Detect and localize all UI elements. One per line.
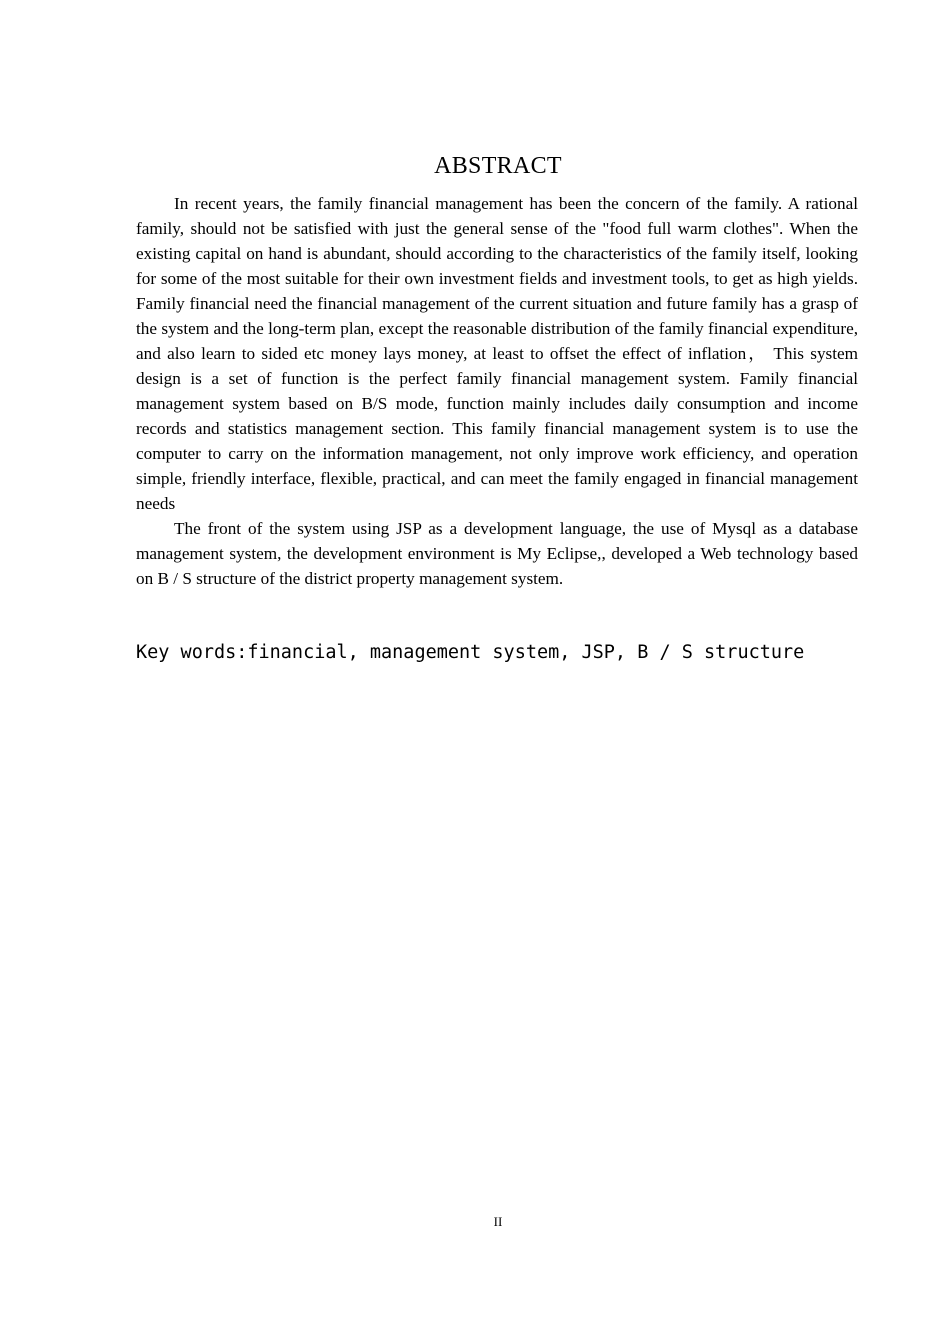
abstract-paragraph-1: In recent years, the family financial management has been the concern of the family. A rational family, should not be satisfied with just the general sense of the "food full warm clothes". When the existing capital on hand is abundant, should according to the characteristics of the family itself, looking for some of the most suitable for their own investment fields and investment tools, to get as high yields. Family financial need the financial management of the current situation and future family has a grasp of the system and the long-term plan, except the reasonable distribution of the family financial expenditure, and also learn to sided etc money lays money, at least to offset the effect of inflation， This system design is a set of function is the perfect family financial management system. Family financial management system based on B/S mode, function mainly includes daily consumption and income records and statistics management section. This family financial management system is to use the computer to carry on the information management, not only improve work efficiency, and operation simple, friendly interface, flexible, practical, and can meet the family engaged in financial management needs bbox=[136, 194, 858, 513]
page-number: II bbox=[493, 1214, 503, 1229]
abstract-paragraph-2: The front of the system using JSP as a development language, the use of Mysql as a database management system, the development environment is My Eclipse,, developed a Web technology based on B / S structure of the district property management system. bbox=[136, 519, 858, 588]
abstract-body bbox=[136, 191, 858, 591]
keywords-line: Key words:financial, management system, JSP, B / S structure bbox=[136, 642, 805, 663]
abstract-title: ABSTRACT bbox=[434, 153, 562, 179]
